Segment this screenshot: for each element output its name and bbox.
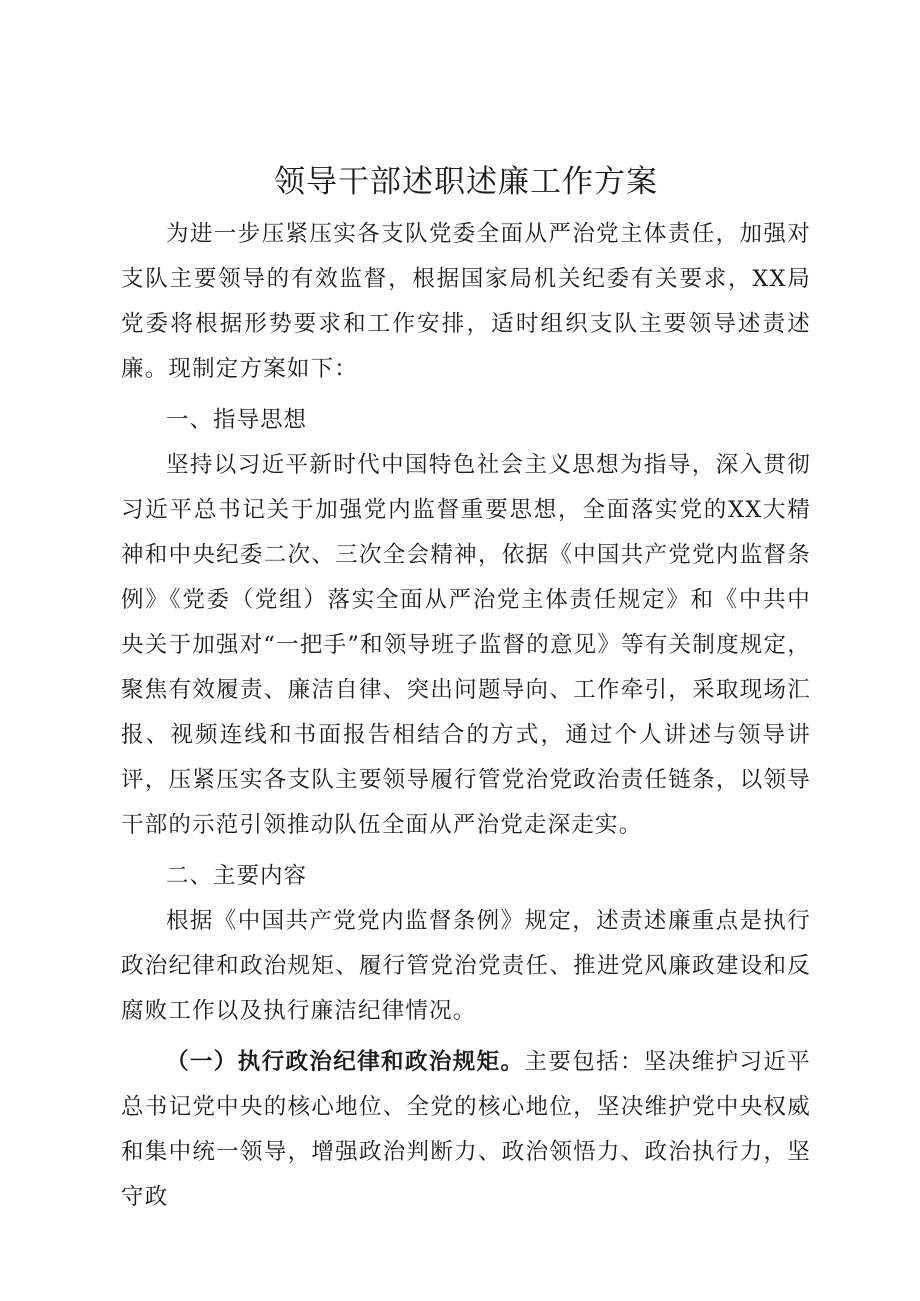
document-title: 领导干部述职述廉工作方案 <box>274 164 658 200</box>
document-page <box>121 160 811 1220</box>
guiding-thought-paragraph: 坚持以习近平新时代中国特色社会主义思想为指导，深入贯彻习近平总书记关于加强党内监督重要思想，全面落实党的XX大精神和中央纪委二次、三次全会精神，依据《中国共产党党内监督条例》《党委（党组）落实全面从严治党主体责任规定》和《中共中央关于加强对“一把手”和领导班子监督的意见》等有关制度规定，聚焦有效履责、廉洁自律、突出问题导向、工作牵引，采取现场汇报、视频连线和书面报告相结合的方式，通过个人讲述与领导讲评，压紧压实各支队主要领导履行管党治党政治责任链条，以领导干部的示范引领推动队伍全面从严治党走深走实。 <box>121 452 811 838</box>
section-heading-guiding-thought: 一、指导思想 <box>166 407 308 433</box>
intro-paragraph: 为进一步压紧压实各支队党委全面从严治党主体责任，加强对支队主要领导的有效监督，根据国家局机关纪委有关要求，XX局党委将根据形势要求和工作安排，适时组织支队主要领导述责述廉。现制定方案如下： <box>121 221 811 382</box>
subsection-title: （一）执行政治纪律和政治规矩。 <box>166 1049 525 1075</box>
subsection-body: 主要包括：坚决维护习近平总书记党中央的核心地位、全党的核心地位，坚决维护党中央权威和集中统一领导，增强政治判断力、政治领悟力、政治执行力，坚守政 <box>121 1049 811 1210</box>
subsection-political-discipline <box>121 1040 811 1220</box>
main-content-paragraph: 根据《中国共产党党内监督条例》规定，述责述廉重点是执行政治纪律和政治规矩、履行管党治党责任、推进党风廉政建设和反腐败工作以及执行廉洁纪律情况。 <box>121 908 811 1024</box>
section-heading-main-content: 二、主要内容 <box>166 863 308 889</box>
